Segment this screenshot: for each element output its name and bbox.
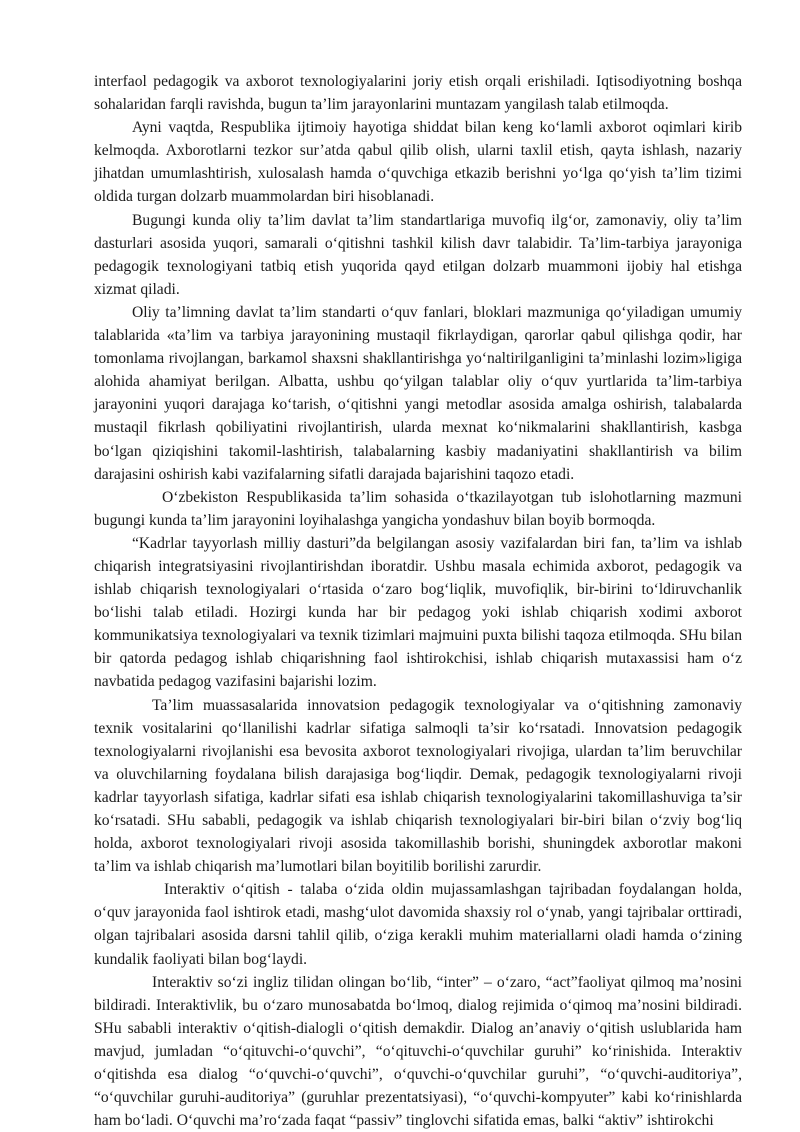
paragraph-4: Oliy ta’limning davlat ta’lim standarti o‘quv fanlari, bloklari mazmuniga qo‘yiladigan umumiy talablarida «ta’lim va tarbiya jarayonining mustaqil fikrlaydigan, qarorlar qabul qilishga qodir, har tomonlama rivojlangan, barkamol shaxsni shakllantirishga yo‘naltirilganligini ta’minlashi lozim»ligiga alohida ahamiyat berilgan. Albatta, ushbu qo‘yilgan talablar oliy o‘quv yurtlarida ta’lim-tarbiya jarayonini yuqori darajaga ko‘tarish, o‘qitishni yangi metodlar asosida amalga oshirish, talabalarda mustaqil fikrlash qobiliyatini rivojlantirish, ularda mexnat ko‘nikmalarini shakllantirish, kasbga bo‘lgan qiziqishini takomil-lashtirish, talabalarning kasbiy madaniyatini shakllantirish va bilim darajasini oshirish kabi vazifalarning sifatli darajada bajarishini taqozo etadi.: [94, 303, 742, 483]
paragraph-3: Bugungi kunda oliy ta’lim davlat ta’lim standartlariga muvofiq ilg‘or, zamonaviy, oliy ta’lim dasturlari asosida yuqori, samarali o‘qitishni tashkil kilish davr talabidir. Ta’lim-tarbiya jarayoniga pedagogik texnologiyani tatbiq etish yuqorida qayd etilgan dolzarb muammoni ijobiy hal etishga xizmat qiladi.: [94, 211, 742, 298]
paragraph-1: interfaol pedagogik va axborot texnologiyalarini joriy etish orqali erishiladi. Iqtisodiyotning boshqa sohalaridan farqli ravishda, bugun ta’lim jarayonlarini muntazam yangilash talab etilmoqda.: [94, 73, 742, 114]
paragraph-5: O‘zbekiston Respublikasida ta’lim sohasida o‘tkazilayotgan tub islohotlarning mazmuni bugungi kunda ta’lim jarayonini loyihalashga yangicha yondashuv bilan boyib bormoqda.: [94, 488, 742, 529]
paragraph-9: Interaktiv so‘zi ingliz tilidan olingan bo‘lib, “inter” – o‘zaro, “act”faoliyat qilmoq ma’nosini bildiradi. Interaktivlik, bu o‘zaro munosabatda bo‘lmoq, dialog rejimida o‘qimoq ma’nosini bildiradi. SHu sababli interaktiv o‘qitish-dialogli o‘qitish demakdir. Dialog an’anaviy o‘qitish uslublarida ham mavjud, jumladan “o‘qituvchi-o‘quvchi”, “o‘qituvchi-o‘quvchilar guruhi” ko‘rinishida. Interaktiv o‘qitishda esa dialog “o‘quvchi-o‘quvchi”, o‘quvchi-o‘quvchilar guruhi”, “o‘quvchi-auditoriya”, “o‘quvchilar guruhi-auditoriya” (guruhlar prezentatsiyasi), “o‘quvchi-kompyuter” kabi ko‘rinishlarda ham bo‘ladi. O‘quvchi ma’ro‘zada faqat “passiv” tinglovchi sifatida emas, balki “aktiv” ishtirokchi: [94, 973, 742, 1130]
paragraph-6: “Kadrlar tayyorlash milliy dasturi”da belgilangan asosiy vazifalardan biri fan, ta’lim va ishlab chiqarish integratsiyasini rivojlantirishdan iboratdir. Ushbu masala echimida axborot, pedagogik va ishlab chiqarish texnologiyalari o‘rtasida o‘zaro bog‘liqlik, muvofiqlik, bir-birini to‘ldiruvchanlik bo‘lishi talab etiladi. Hozirgi kunda har bir pedagog yoki ishlab chiqarish xodimi axborot kommunikatsiya texnologiyalari va texnik tizimlari majmuini puxta bilishi taqoza etilmoqda. SHu bilan bir qatorda pedagog ishlab chiqarishning faol ishtirokchisi, ishlab chiqarish mutaxassisi ham o‘z navbatida pedagog vazifasini bajarishi lozim.: [94, 534, 742, 691]
paragraph-7: Ta’lim muassasalarida innovatsion pedagogik texnologiyalar va o‘qitishning zamonaviy texnik vositalarini qo‘llanilishi kadrlar sifatiga salmoqli ta’sir ko‘rsatadi. Innovatsion pedagogik texnologiyalarni rivojlanishi esa bevosita axborot texnologiyalari rivojiga, ulardan ta’lim beruvchilar va oluvchilarning foydalana bilish darajasiga bog‘liqdir. Demak, pedagogik texnologiyalarni rivoji kadrlar tayyorlash sifatiga, kadrlar sifati esa ishlab chiqarish texnologiyalarini takomillashuviga ta’sir ko‘rsatadi. SHu sababli, pedagogik va ishlab chiqarish texnologiyalari bir-biri bilan o‘zviy bog‘liq holda, axborot texnologiyalari rivoji asosida takomillashib borishi, shuningdek axborotlar makoni ta’lim va ishlab chiqarish ma’lumotlari bilan boyitilib borilishi zarurdir.: [94, 696, 742, 876]
paragraph-2: Ayni vaqtda, Respublika ijtimoiy hayotiga shiddat bilan keng ko‘lamli axborot oqimlari kirib kelmoqda. Axborotlarni tezkor sur’atda qabul qilib olish, ularni taxlil etish, qayta ishlash, nazariy jihatdan umumlashtirish, xulosalash hamda o‘quvchiga etkazib berishni yo‘lga qo‘yish ta’lim tizimi oldida turgan dolzarb muammolardan biri hisoblanadi.: [94, 119, 742, 206]
paragraph-8: Interaktiv o‘qitish - talaba o‘zida oldin mujassamlashgan tajribadan foydalangan holda, o‘quv jarayonida faol ishtirok etadi, mashg‘ulot davomida shaxsiy rol o‘ynab, yangi tajribalar orttiradi, olgan tajribalari asosida darsni tahlil qilib, o‘ziga kerakli muhim materiallarni oladi hamda o‘zining kundalik faoliyati bilan bog‘laydi.: [94, 881, 742, 968]
